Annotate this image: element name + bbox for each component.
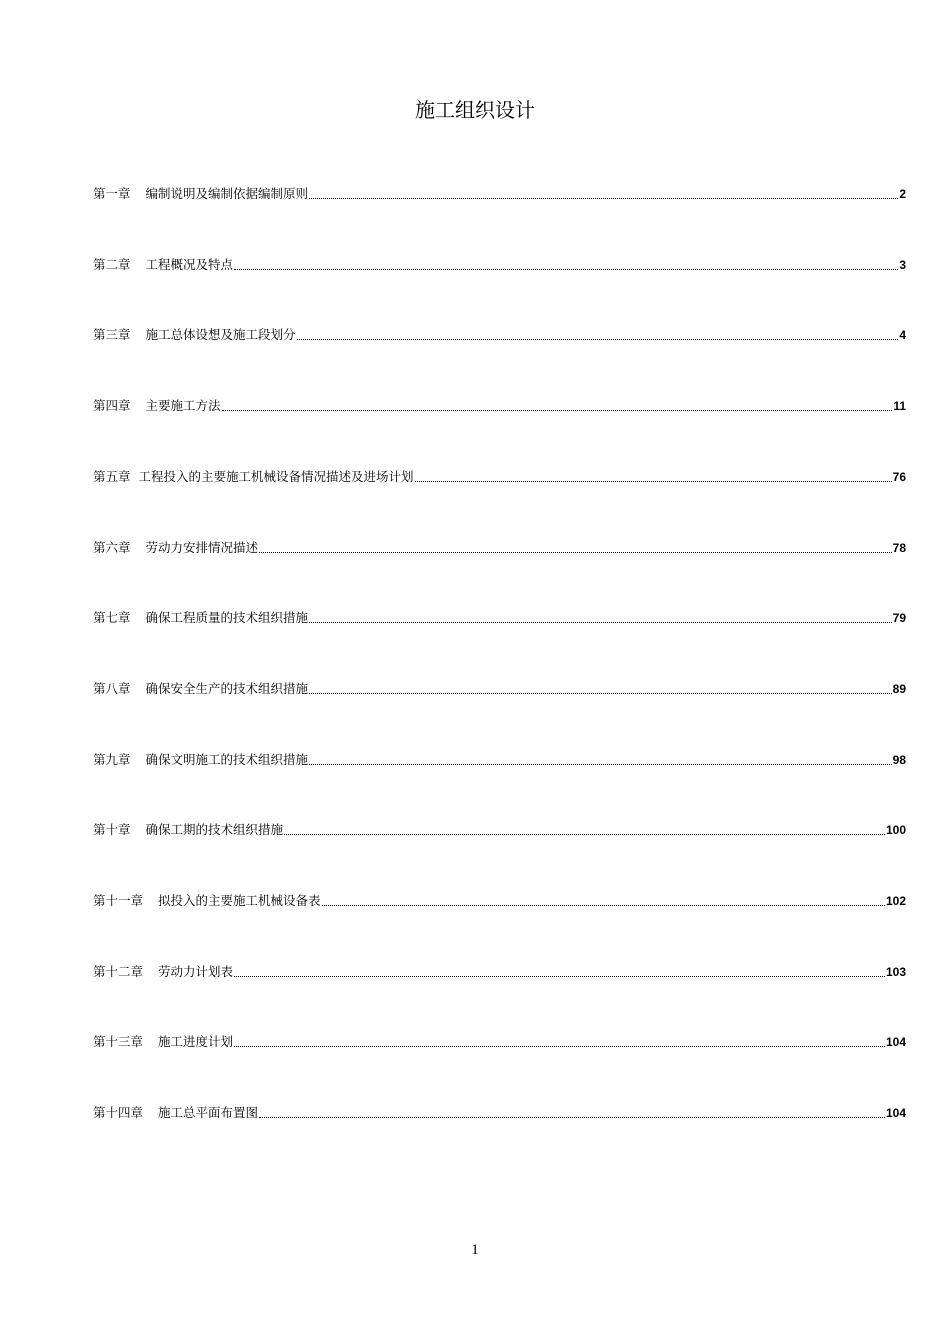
toc-entry-title: 拟投入的主要施工机械设备表 — [158, 893, 321, 908]
toc-chapter-label: 第十章 — [93, 822, 131, 838]
toc-chapter-label: 第四章 — [93, 398, 131, 414]
toc-chapter-label: 第十二章 — [93, 963, 144, 979]
toc-page-number: 3 — [899, 257, 906, 272]
toc-entry-title: 确保工程质量的技术组织措施 — [145, 610, 309, 626]
toc-chapter-label: 第五章 — [93, 468, 131, 484]
toc-chapter-label: 第一章 — [93, 186, 131, 201]
toc-entry[interactable] — [93, 251, 906, 273]
dot-leader — [259, 1116, 885, 1118]
toc-entry[interactable] — [93, 887, 906, 909]
toc-chapter-label: 第七章 — [93, 610, 131, 626]
toc-chapter-label: 第三章 — [93, 327, 131, 343]
page-title: 施工组织设计 — [415, 98, 535, 122]
toc-entry-title: 工程投入的主要施工机械设备情况描述及进场计划 — [138, 468, 414, 484]
toc-page-number: 4 — [899, 328, 906, 343]
toc-chapter-label: 第六章 — [93, 539, 131, 555]
toc-chapter-label: 第十一章 — [93, 893, 144, 908]
dot-leader — [234, 268, 898, 270]
dot-leader — [259, 551, 892, 553]
toc-entry-title: 确保安全生产的技术组织措施 — [145, 680, 309, 696]
dot-leader — [297, 338, 899, 340]
toc-entry[interactable] — [93, 675, 906, 697]
toc-entry[interactable] — [93, 392, 906, 414]
toc-entry-title: 确保工期的技术组织措施 — [145, 822, 284, 838]
dot-leader — [309, 197, 898, 199]
toc-entry[interactable] — [93, 746, 906, 768]
dot-leader — [415, 480, 892, 482]
toc-entry-title: 主要施工方法 — [145, 398, 221, 414]
toc-page-number: 89 — [892, 681, 906, 696]
toc-page-number: 102 — [885, 894, 906, 908]
toc-entry[interactable] — [93, 604, 906, 626]
toc-chapter-label: 第十四章 — [93, 1105, 144, 1121]
dot-leader — [309, 763, 892, 765]
toc-chapter-label: 第二章 — [93, 256, 131, 272]
toc-entry[interactable] — [93, 180, 906, 202]
toc-entry[interactable] — [93, 1099, 906, 1121]
dot-leader — [234, 1045, 885, 1047]
dot-leader — [309, 621, 892, 623]
toc-chapter-label: 第八章 — [93, 680, 131, 696]
toc-entry[interactable] — [93, 534, 906, 556]
toc-chapter-label: 第九章 — [93, 751, 131, 767]
toc-page-number: 76 — [892, 469, 906, 484]
toc-page-number: 11 — [893, 399, 906, 414]
toc-entry-title: 施工总平面布置图 — [158, 1105, 259, 1121]
dot-leader — [309, 692, 892, 694]
page-number: 1 — [471, 1242, 479, 1258]
toc-page-number: 79 — [892, 611, 906, 626]
toc-entry-title: 工程概况及特点 — [145, 256, 234, 272]
toc-entry-title: 确保文明施工的技术组织措施 — [145, 751, 309, 767]
toc-entry-title: 施工进度计划 — [158, 1034, 234, 1050]
toc-page-number: 78 — [892, 540, 906, 555]
toc-page-number: 104 — [885, 1035, 906, 1050]
toc-entry[interactable] — [93, 321, 906, 343]
toc-entry[interactable] — [93, 463, 906, 485]
toc-entry[interactable] — [93, 958, 906, 980]
dot-leader — [284, 833, 885, 835]
toc-entry[interactable] — [93, 1028, 906, 1050]
toc-page-number: 98 — [892, 752, 906, 767]
toc-page-number: 100 — [885, 823, 906, 838]
toc-chapter-label: 第十三章 — [93, 1034, 144, 1050]
toc-entry-title: 劳动力计划表 — [158, 963, 234, 979]
toc-page-number: 103 — [885, 964, 906, 979]
toc-page-number: 2 — [899, 187, 906, 201]
dot-leader — [322, 904, 885, 906]
toc-page-number: 104 — [885, 1106, 906, 1121]
toc-entry-title: 编制说明及编制依据编制原则 — [145, 186, 309, 201]
dot-leader — [234, 975, 885, 977]
toc-entry-title: 施工总体设想及施工段划分 — [145, 327, 296, 343]
toc-entry-title: 劳动力安排情况描述 — [145, 539, 259, 555]
dot-leader — [222, 409, 893, 411]
toc-entry[interactable] — [93, 816, 906, 838]
